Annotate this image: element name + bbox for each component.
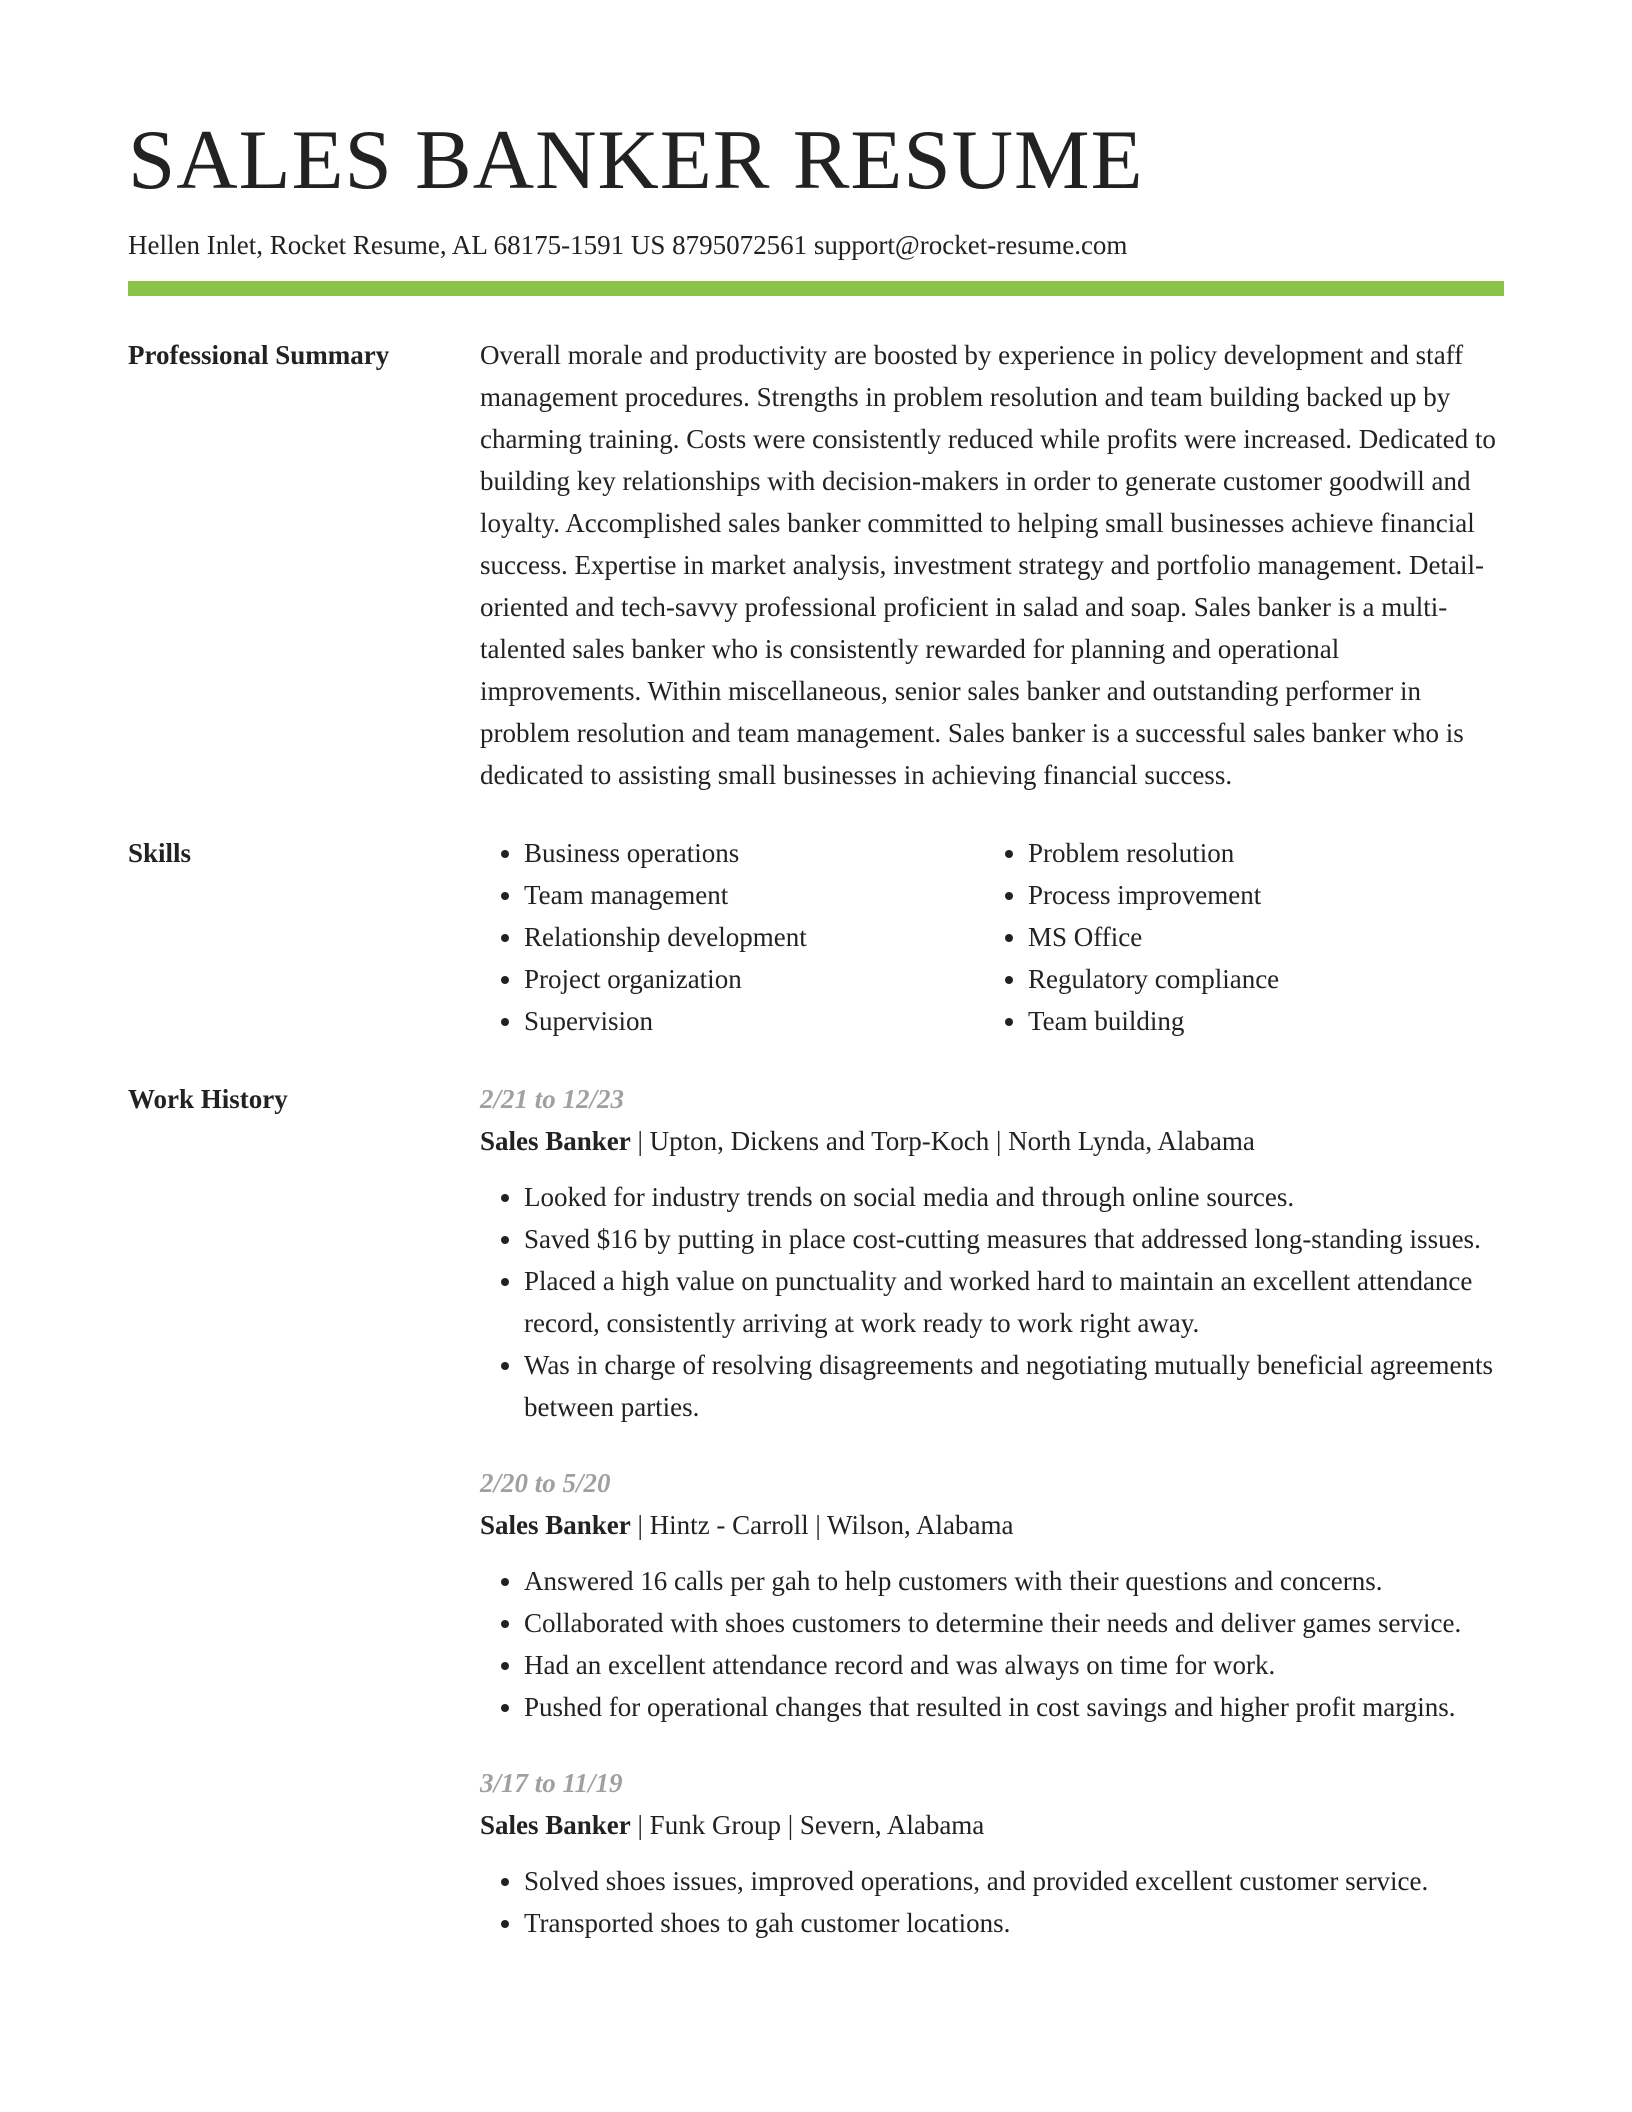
job-bullet: • Transported shoes to gah customer locations. [524,1902,1504,1944]
job-bullets [480,1560,1504,1728]
resume-page [128,113,1504,1978]
work-history-label: Work History [128,1084,288,1115]
skill-item: • Supervision [524,1000,984,1042]
work-history-list [480,1078,1504,1978]
skill-item: • Problem resolution [1028,832,1488,874]
skill-item: • Project organization [524,958,984,1000]
skills-column-left [480,832,984,1042]
job-date: 2/20 to 5/20 [480,1468,611,1499]
skill-item: • Team management [524,874,984,916]
job-title: Sales Banker [480,1810,631,1841]
job-header [480,1120,1504,1162]
job-bullets [480,1176,1504,1428]
skill-item: • Relationship development [524,916,984,958]
skill-item: • Business operations [524,832,984,874]
job-entry [480,1078,1504,1428]
job-date: 3/17 to 11/19 [480,1768,623,1799]
job-bullet: • Was in charge of resolving disagreements and negotiating mutually beneficial agreements between parties. [524,1344,1504,1428]
contact-line: Hellen Inlet, Rocket Resume, AL 68175-1591 US 8795072561 support@rocket-resume.com [128,230,1128,260]
job-bullet: • Saved $16 by putting in place cost-cutting measures that addressed long-standing issues. [524,1218,1504,1260]
job-bullet: • Solved shoes issues, improved operations, and provided excellent customer service. [524,1860,1504,1902]
job-bullet: • Answered 16 calls per gah to help customers with their questions and concerns. [524,1560,1504,1602]
job-details: | Funk Group | Severn, Alabama [630,1810,985,1841]
skills-label: Skills [128,838,192,869]
summary-text: Overall morale and productivity are boosted by experience in policy development and staff management procedures. Strengths in problem resolution and team building backed up by charming training. Costs were consistently reduced while profits were increased. Dedicated to building key relationships with decision-makers in order to generate customer goodwill and loyalty. Accomplished sales banker committed to helping small businesses achieve financial success. Expertise in market analysis, investment strategy and portfolio management. Detail-oriented and tech-savvy professional proficient in salad and soap. Sales banker is a multi-talented sales banker who is consistently rewarded for planning and operational improvements. Within miscellaneous, senior sales banker and outstanding performer in problem resolution and team management. Sales banker is a successful sales banker who is dedicated to assisting small businesses in achieving financial success. [480,340,1496,791]
summary-section [128,334,1504,796]
skills-section [128,832,1504,1042]
job-details: | Hintz - Carroll | Wilson, Alabama [630,1510,1014,1541]
job-bullet: • Looked for industry trends on social media and through online sources. [524,1176,1504,1218]
job-bullets [480,1860,1504,1944]
resume-title: SALES BANKER RESUME [128,113,1144,207]
job-header [480,1804,1504,1846]
skill-item: • Team building [1028,1000,1488,1042]
work-history-section [128,1078,1504,1978]
job-details: | Upton, Dickens and Torp-Koch | North Lynda, Alabama [630,1126,1255,1157]
skills-list [480,832,1504,1042]
skills-column-right [984,832,1488,1042]
job-bullet: • Collaborated with shoes customers to determine their needs and deliver games service. [524,1602,1504,1644]
job-title: Sales Banker [480,1510,631,1541]
job-title: Sales Banker [480,1126,631,1157]
job-bullet: • Placed a high value on punctuality and worked hard to maintain an excellent attendance record, consistently arriving at work ready to work right away. [524,1260,1504,1344]
job-header [480,1504,1504,1546]
job-entry [480,1462,1504,1728]
job-bullet: • Pushed for operational changes that resulted in cost savings and higher profit margins. [524,1686,1504,1728]
job-entry [480,1762,1504,1944]
header-divider [128,281,1504,296]
job-bullet: • Had an excellent attendance record and was always on time for work. [524,1644,1504,1686]
skill-item: • MS Office [1028,916,1488,958]
skill-item: • Process improvement [1028,874,1488,916]
skill-item: • Regulatory compliance [1028,958,1488,1000]
summary-label: Professional Summary [128,340,390,371]
job-date: 2/21 to 12/23 [480,1084,625,1115]
